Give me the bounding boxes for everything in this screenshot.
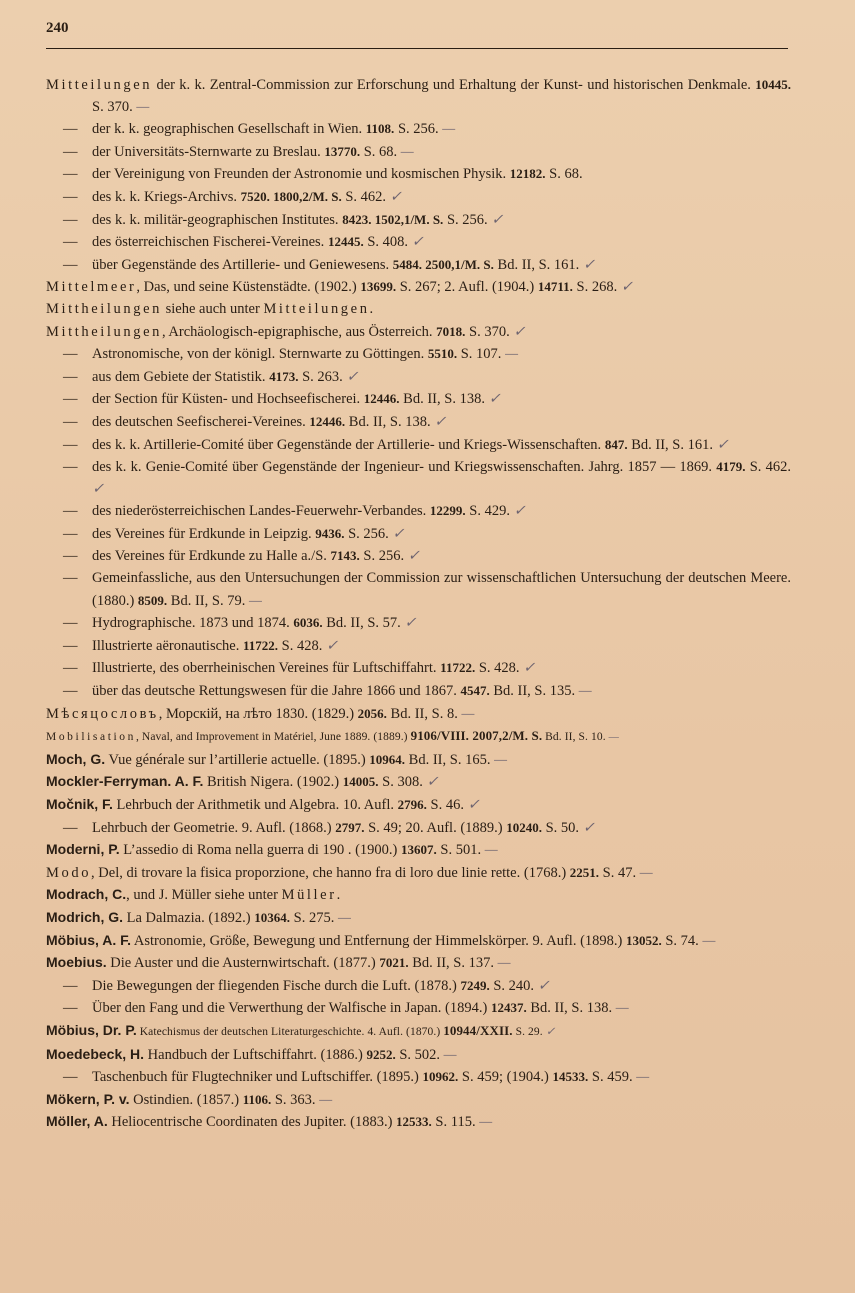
index-subentry: [46, 118, 791, 141]
index-subentry: [46, 186, 791, 209]
ditto-dash: —: [63, 413, 78, 430]
entry-headword: Moderni, P.: [46, 841, 120, 858]
handwritten-mark: ✓: [422, 774, 439, 791]
entry-catalog-number: 1108.: [365, 121, 395, 137]
index-subentry: [46, 680, 791, 703]
entry-text: über das deutsche Rettungswesen für die Jahre 1866 und 1867.: [92, 683, 461, 700]
index-subentry: [46, 388, 791, 411]
index-subentry: [46, 523, 791, 546]
entry-reference: S. 256.: [344, 525, 389, 542]
handwritten-mark: —: [438, 121, 456, 138]
index-subentry: [46, 545, 791, 568]
entry-catalog-number: 12446.: [363, 391, 400, 407]
index-entry: [46, 771, 791, 794]
entry-catalog-number: 10240.: [506, 819, 542, 835]
ditto-dash: —: [63, 346, 78, 363]
handwritten-mark: —: [440, 1046, 457, 1063]
index-subentry: [46, 568, 791, 612]
entry-catalog-number: 12446.: [309, 413, 346, 429]
ditto-dash: —: [63, 436, 78, 453]
entry-text: Die Bewegungen der fliegenden Fische durch die Luft. (1878.): [92, 977, 461, 994]
entry-text: des deutschen Seefischerei-Vereines.: [92, 413, 310, 430]
entry-reference: S. 370.: [92, 98, 133, 115]
entry-text: Heliocentrische Coordinaten des Jupiter. (1883.): [107, 1114, 397, 1131]
ditto-dash: —: [63, 143, 78, 160]
handwritten-mark: ✓: [430, 413, 447, 430]
index-subentry: [46, 231, 791, 254]
ditto-dash: —: [63, 683, 78, 700]
entry-text: , Archäologisch-epigraphische, aus Österreich.: [161, 323, 437, 340]
entry-headword: Mökern, P. v.: [46, 1090, 130, 1107]
entry-reference: Bd. II, S. 138.: [526, 1000, 613, 1017]
entry-reference: Bd. II, S. 79.: [167, 592, 246, 609]
entry-reference: S. 429.: [465, 503, 510, 520]
entry-text: Die Auster und die Austernwirtschaft. (1877.): [106, 955, 380, 972]
index-subentry: [46, 456, 791, 500]
entry-text: Gemeinfassliche, aus den Untersuchungen der Commission zur wissenschaftlichen Untersuchung der deutschen Meere. (1880.): [92, 570, 791, 609]
entry-catalog-number: 13770.: [324, 143, 361, 159]
entry-catalog-number: 9436.: [315, 525, 345, 541]
entry-catalog-number: 14533.: [552, 1069, 589, 1085]
entry-text: , Del, di trovare la fisica proporzione, che hanno fra di loro due linie rette. (1768.): [91, 864, 570, 881]
ditto-dash: —: [63, 1069, 78, 1086]
entry-catalog-number: 9106/VIII. 2007,2/M. S.: [410, 728, 543, 744]
entry-text: , und J. Müller siehe unter: [126, 887, 282, 904]
index-entry: [46, 794, 791, 817]
index-subentry: [46, 141, 791, 164]
entry-text: Illustrierte, des oberrheinischen Vereines für Luftschiffahrt.: [92, 660, 441, 677]
index-subentry: [46, 500, 791, 523]
entry-catalog-number: 4547.: [460, 683, 490, 699]
entry-reference: S. 256.: [359, 548, 405, 565]
entry-catalog-number: 12299.: [429, 503, 466, 519]
entry-reference: Bd. II, S. 57.: [322, 615, 401, 632]
entry-reference: S. 107.: [457, 346, 502, 363]
entry-catalog-number: 10944/XXII.: [443, 1022, 513, 1038]
entry-headword: Мѣсяцословъ: [46, 705, 159, 722]
entry-catalog-number: 2056.: [357, 705, 387, 721]
entry-text: Lehrbuch der Arithmetik und Algebra. 10. Aufl.: [112, 797, 398, 813]
handwritten-mark: —: [698, 932, 716, 949]
entry-catalog-number: 1106.: [242, 1091, 272, 1107]
ditto-dash: —: [63, 977, 78, 994]
entry-reference: S. 308.: [378, 774, 423, 791]
entry-headword: Močnik, F.: [46, 796, 113, 812]
entry-text: Illustrierte aëronautische.: [92, 637, 243, 654]
handwritten-mark: —: [132, 98, 150, 115]
handwritten-mark: ✓: [484, 391, 501, 408]
entry-headword: Mittheilungen: [46, 323, 162, 340]
entry-text: La Dalmazia. (1892.): [123, 909, 255, 926]
entry-catalog-number: 10964.: [369, 751, 406, 767]
ditto-dash: —: [63, 503, 78, 520]
entry-catalog-number: 2796.: [397, 797, 427, 812]
handwritten-mark: —: [397, 143, 414, 160]
entry-catalog-number: 11722.: [440, 660, 476, 676]
handwritten-mark: ✓: [388, 525, 405, 542]
handwritten-mark: —: [245, 592, 262, 609]
entry-catalog-number: 7021.: [379, 955, 409, 971]
entry-text: der Section für Küsten- und Hochseefischerei.: [92, 391, 364, 408]
index-entry: [46, 1020, 791, 1044]
entry-catalog-number: 13052.: [625, 932, 662, 948]
index-entry: [46, 952, 791, 975]
handwritten-mark: ✓: [408, 234, 424, 251]
ditto-dash: —: [63, 188, 78, 205]
entry-reference: Bd. II, S. 165.: [405, 751, 491, 768]
ditto-dash: —: [63, 121, 78, 138]
entry-catalog-number: 7143.: [330, 548, 360, 564]
entry-reference: Bd. II, S. 135.: [489, 683, 576, 700]
entry-text: des österreichischen Fischerei-Vereines.: [92, 234, 328, 251]
index-subentry: [46, 817, 791, 840]
entry-text: des Vereines für Erdkunde zu Halle a./S.: [92, 548, 331, 565]
entry-text: der Universitäts-Sternwarte zu Breslau.: [92, 143, 325, 160]
index-subentry: [46, 163, 791, 186]
handwritten-mark: —: [475, 1114, 493, 1131]
index-entry: [46, 74, 791, 118]
entry-reference: .: [336, 887, 341, 904]
entry-text: Astronomische, von der königl. Sternwarte zu Göttingen.: [92, 346, 428, 363]
handwritten-mark: ✓: [542, 1025, 556, 1038]
entry-catalog-number: 12437.: [490, 1000, 527, 1016]
entry-catalog-number: 10445.: [755, 77, 791, 92]
entry-headword: Moebius.: [46, 954, 107, 971]
ditto-dash: —: [63, 637, 78, 654]
handwritten-mark: ✓: [92, 480, 105, 497]
entry-reference: S. 256.: [443, 211, 488, 228]
handwritten-mark: ✓: [322, 637, 339, 654]
entry-text: L’assedio di Roma nella guerra di 190 . (1900.): [119, 842, 402, 859]
entry-reference: S. 46.: [426, 797, 464, 813]
entry-headword: Modrich, G.: [46, 908, 123, 925]
ditto-dash: —: [63, 570, 78, 587]
entry-reference: S. 275.: [290, 909, 335, 926]
index-entry: [46, 1089, 791, 1112]
entry-catalog-number: 11722.: [242, 637, 279, 653]
entry-reference: S. 459.: [588, 1069, 633, 1086]
index-entry: [46, 703, 791, 726]
entry-catalog-number: 5484. 2500,1/M. S.: [392, 256, 494, 272]
index-entry: [46, 884, 791, 907]
entry-text: des k. k. Genie-Comité über Gegenstände der Ingenieur- und Kriegswissenschaften. Jahrg. 1857 — 1869.: [92, 459, 717, 476]
entry-reference: S. 50.: [541, 819, 580, 836]
entry-text: Über den Fang und die Verwerthung der Walfische in Japan. (1894.): [92, 1000, 491, 1017]
entry-text: Ostindien. (1857.): [129, 1091, 243, 1108]
entry-text: der Vereinigung von Freunden der Astronomie und kosmischen Physik.: [92, 166, 510, 183]
entry-reference: S. 363.: [271, 1091, 316, 1108]
entry-catalog-number: 14005.: [342, 774, 379, 790]
entry-reference: S. 74.: [661, 932, 699, 949]
entry-text: siehe auch unter: [161, 300, 264, 317]
entry-reference: Bd. II, S. 10.: [542, 731, 606, 744]
entry-crossref: Mitteilungen: [263, 300, 370, 317]
entry-reference: S. 428.: [475, 660, 520, 677]
index-entry: [46, 299, 791, 321]
entry-crossref: Müller: [281, 887, 337, 904]
handwritten-mark: ✓: [386, 188, 402, 205]
entry-catalog-number: 4173.: [269, 368, 299, 384]
handwritten-mark: —: [575, 683, 592, 700]
entry-headword: Möbius, A. F.: [46, 931, 132, 948]
entry-text: Astronomie, Größe, Bewegung und Entfernung der Himmelskörper. 9. Aufl. (1898.): [131, 932, 626, 949]
entry-text: Hydrographische. 1873 und 1874.: [92, 615, 294, 632]
index-subentry: [46, 997, 791, 1020]
handwritten-mark: ✓: [519, 660, 536, 677]
entry-catalog-number: 10364.: [254, 909, 291, 925]
entry-reference: Bd. II, S. 161.: [627, 436, 713, 453]
entry-text: , Морскій, на лѣто 1830. (1829.): [158, 705, 358, 722]
handwritten-mark: ✓: [579, 819, 595, 836]
entry-catalog-number: 12182.: [509, 166, 546, 182]
index-subentry: [46, 975, 791, 998]
index-entry: [46, 725, 791, 749]
entry-reference: S. 263.: [298, 368, 343, 385]
handwritten-mark: —: [636, 864, 653, 881]
entry-reference: Bd. II, S. 161.: [493, 256, 580, 273]
ditto-dash: —: [63, 819, 78, 836]
entry-catalog-number: 13607.: [401, 842, 437, 858]
entry-headword: Modo: [46, 864, 92, 881]
entry-text: des niederösterreichischen Landes-Feuerwehr-Verbandes.: [92, 503, 430, 520]
entry-text: Taschenbuch für Flugtechniker und Luftschiffer. (1895.): [92, 1069, 423, 1086]
ditto-dash: —: [63, 256, 78, 273]
index-subentry: [46, 254, 791, 277]
entry-reference: S. 267; 2. Aufl. (1904.): [396, 279, 538, 296]
handwritten-mark: ✓: [534, 977, 550, 994]
entry-text: British Nigera. (1902.): [203, 774, 343, 791]
entry-text: der k. k. geographischen Gesellschaft in Wien.: [92, 121, 366, 138]
entry-reference: S. 115.: [431, 1114, 476, 1131]
index-entry: [46, 862, 791, 885]
entry-text: aus dem Gebiete der Statistik.: [92, 368, 270, 385]
entry-catalog-number: 7249.: [460, 977, 490, 993]
entry-headword: Mitteilungen: [46, 77, 153, 93]
entry-catalog-number: 4179.: [716, 459, 746, 475]
header-rule: [46, 48, 788, 49]
entry-headword: Moedebeck, H.: [46, 1045, 145, 1062]
handwritten-mark: —: [481, 842, 498, 859]
entry-headword: Mittelmeer: [46, 279, 137, 296]
entry-text: der k. k. Zentral-Commission zur Erforschung und Erhaltung der Kunst- und historischen Denkmale.: [152, 77, 756, 93]
ditto-dash: —: [63, 1000, 78, 1017]
index-entry: [46, 839, 791, 862]
entry-text: Handbuch der Luftschiffahrt. (1886.): [144, 1046, 367, 1063]
ditto-dash: —: [63, 166, 78, 183]
handwritten-mark: ✓: [487, 211, 504, 228]
ditto-dash: —: [63, 368, 78, 385]
handwritten-mark: ✓: [400, 615, 417, 632]
ditto-dash: —: [63, 548, 78, 565]
index-subentry: [46, 1066, 791, 1089]
entry-catalog-number: 6036.: [293, 615, 323, 631]
handwritten-mark: —: [493, 955, 511, 972]
index-entry: [46, 321, 791, 344]
entry-catalog-number: 847.: [604, 436, 628, 452]
entry-catalog-number: 9252.: [366, 1046, 396, 1062]
entry-reference: .: [369, 300, 374, 317]
entry-reference: S. 462.: [745, 459, 791, 476]
handwritten-mark: ✓: [509, 503, 526, 520]
entry-reference: S. 68.: [545, 166, 583, 183]
entry-catalog-number: 8423. 1502,1/M. S.: [342, 211, 444, 227]
handwritten-mark: —: [315, 1091, 333, 1108]
entry-reference: S. 408.: [363, 234, 409, 251]
entry-catalog-number: 10962.: [422, 1069, 459, 1085]
index-subentry: [46, 411, 791, 434]
index-subentry: [46, 612, 791, 635]
handwritten-mark: —: [632, 1069, 650, 1086]
ditto-dash: —: [63, 525, 78, 542]
entry-headword: Möbius, Dr. P.: [46, 1021, 137, 1038]
entry-text: über Gegenstände des Artillerie- und Geniewesens.: [92, 256, 393, 273]
entry-headword: Modrach, C.: [46, 886, 127, 903]
ditto-dash: —: [63, 660, 78, 677]
handwritten-mark: —: [605, 731, 619, 744]
entry-text: des k. k. militär-geographischen Institutes.: [92, 211, 343, 228]
entry-reference: S. 428.: [278, 637, 323, 654]
page-number: 240: [46, 20, 69, 36]
entry-reference: Bd. II, S. 138.: [399, 391, 485, 408]
entry-reference: S. 502.: [395, 1046, 441, 1063]
entry-reference: Bd. II, S. 8.: [386, 705, 458, 722]
entry-headword: Mockler-Ferryman. A. F.: [46, 773, 204, 790]
entry-text: , Das, und seine Küstenstädte. (1902.): [136, 279, 361, 296]
entry-reference: S. 68.: [360, 143, 398, 160]
index-entry: [46, 930, 791, 953]
index-subentry: [46, 343, 791, 366]
ditto-dash: —: [63, 211, 78, 228]
entry-text: , Naval, and Improvement in Matériel, June 1889. (1889.): [135, 731, 411, 744]
entry-reference: S. 256.: [394, 121, 439, 138]
entry-reference: S. 29.: [512, 1025, 543, 1038]
entry-headword: Mobilisation: [46, 731, 136, 744]
entry-text: des Vereines für Erdkunde in Leipzig.: [92, 525, 316, 542]
ditto-dash: —: [63, 391, 78, 408]
handwritten-mark: ✓: [579, 256, 596, 273]
entry-catalog-number: 12533.: [396, 1114, 432, 1130]
entry-reference: S. 459; (1904.): [458, 1069, 553, 1086]
entry-catalog-number: 14711.: [537, 279, 573, 295]
handwritten-mark: —: [501, 346, 518, 363]
entry-reference: Bd. II, S. 137.: [408, 955, 494, 972]
entry-reference: Bd. II, S. 138.: [345, 413, 431, 430]
entry-catalog-number: 7018.: [436, 323, 466, 339]
entry-catalog-number: 2251.: [569, 864, 600, 880]
ditto-dash: —: [63, 459, 78, 476]
index-subentry: [46, 209, 791, 232]
handwritten-mark: ✓: [509, 323, 526, 340]
handwritten-mark: ✓: [463, 797, 480, 813]
entry-reference: S. 501.: [436, 842, 482, 859]
entry-text: Vue générale sur l’artillerie actuelle. (1895.): [105, 751, 370, 768]
handwritten-mark: —: [457, 705, 475, 722]
index-entry: [46, 907, 791, 930]
entry-text: des k. k. Artillerie-Comité über Gegenstände der Artillerie- und Kriegs-Wissenschaften.: [92, 436, 605, 453]
entry-reference: S. 370.: [465, 323, 510, 340]
entry-text: des k. k. Kriegs-Archivs.: [92, 188, 241, 205]
ditto-dash: —: [63, 615, 78, 632]
index-entry: [46, 1044, 791, 1067]
index-subentry: [46, 635, 791, 658]
handwritten-mark: —: [490, 751, 507, 768]
entry-reference: S. 462.: [341, 188, 387, 205]
index-entry: [46, 1111, 791, 1134]
entry-reference: S. 268.: [572, 279, 618, 296]
entry-catalog-number: 12445.: [327, 234, 364, 250]
entry-headword: Moch, G.: [46, 750, 106, 767]
index-entries: [46, 74, 791, 1134]
index-subentry: [46, 366, 791, 389]
index-subentry: [46, 434, 791, 457]
handwritten-mark: ✓: [617, 279, 634, 296]
entry-headword: Mittheilungen: [46, 300, 162, 317]
handwritten-mark: —: [612, 1000, 629, 1017]
entry-catalog-number: 7520. 1800,2/M. S.: [240, 188, 342, 204]
entry-text: Katechismus der deutschen Literaturgeschichte. 4. Aufl. (1870.): [136, 1025, 444, 1038]
entry-reference: S. 49; 20. Aufl. (1889.): [364, 819, 507, 836]
entry-catalog-number: 13699.: [360, 279, 397, 295]
entry-headword: Möller, A.: [46, 1113, 108, 1130]
handwritten-mark: —: [334, 909, 351, 926]
entry-reference: S. 47.: [599, 864, 637, 881]
entry-catalog-number: 5510.: [427, 346, 458, 362]
handwritten-mark: ✓: [404, 548, 420, 565]
entry-catalog-number: 2797.: [335, 819, 365, 835]
index-entry: [46, 749, 791, 772]
handwritten-mark: ✓: [712, 436, 729, 453]
ditto-dash: —: [63, 234, 78, 251]
index-entry: [46, 276, 791, 299]
entry-text: Lehrbuch der Geometrie. 9. Aufl. (1868.): [92, 819, 336, 836]
handwritten-mark: ✓: [342, 368, 359, 385]
entry-catalog-number: 8509.: [137, 592, 168, 608]
entry-reference: S. 240.: [489, 977, 535, 994]
index-subentry: [46, 657, 791, 680]
